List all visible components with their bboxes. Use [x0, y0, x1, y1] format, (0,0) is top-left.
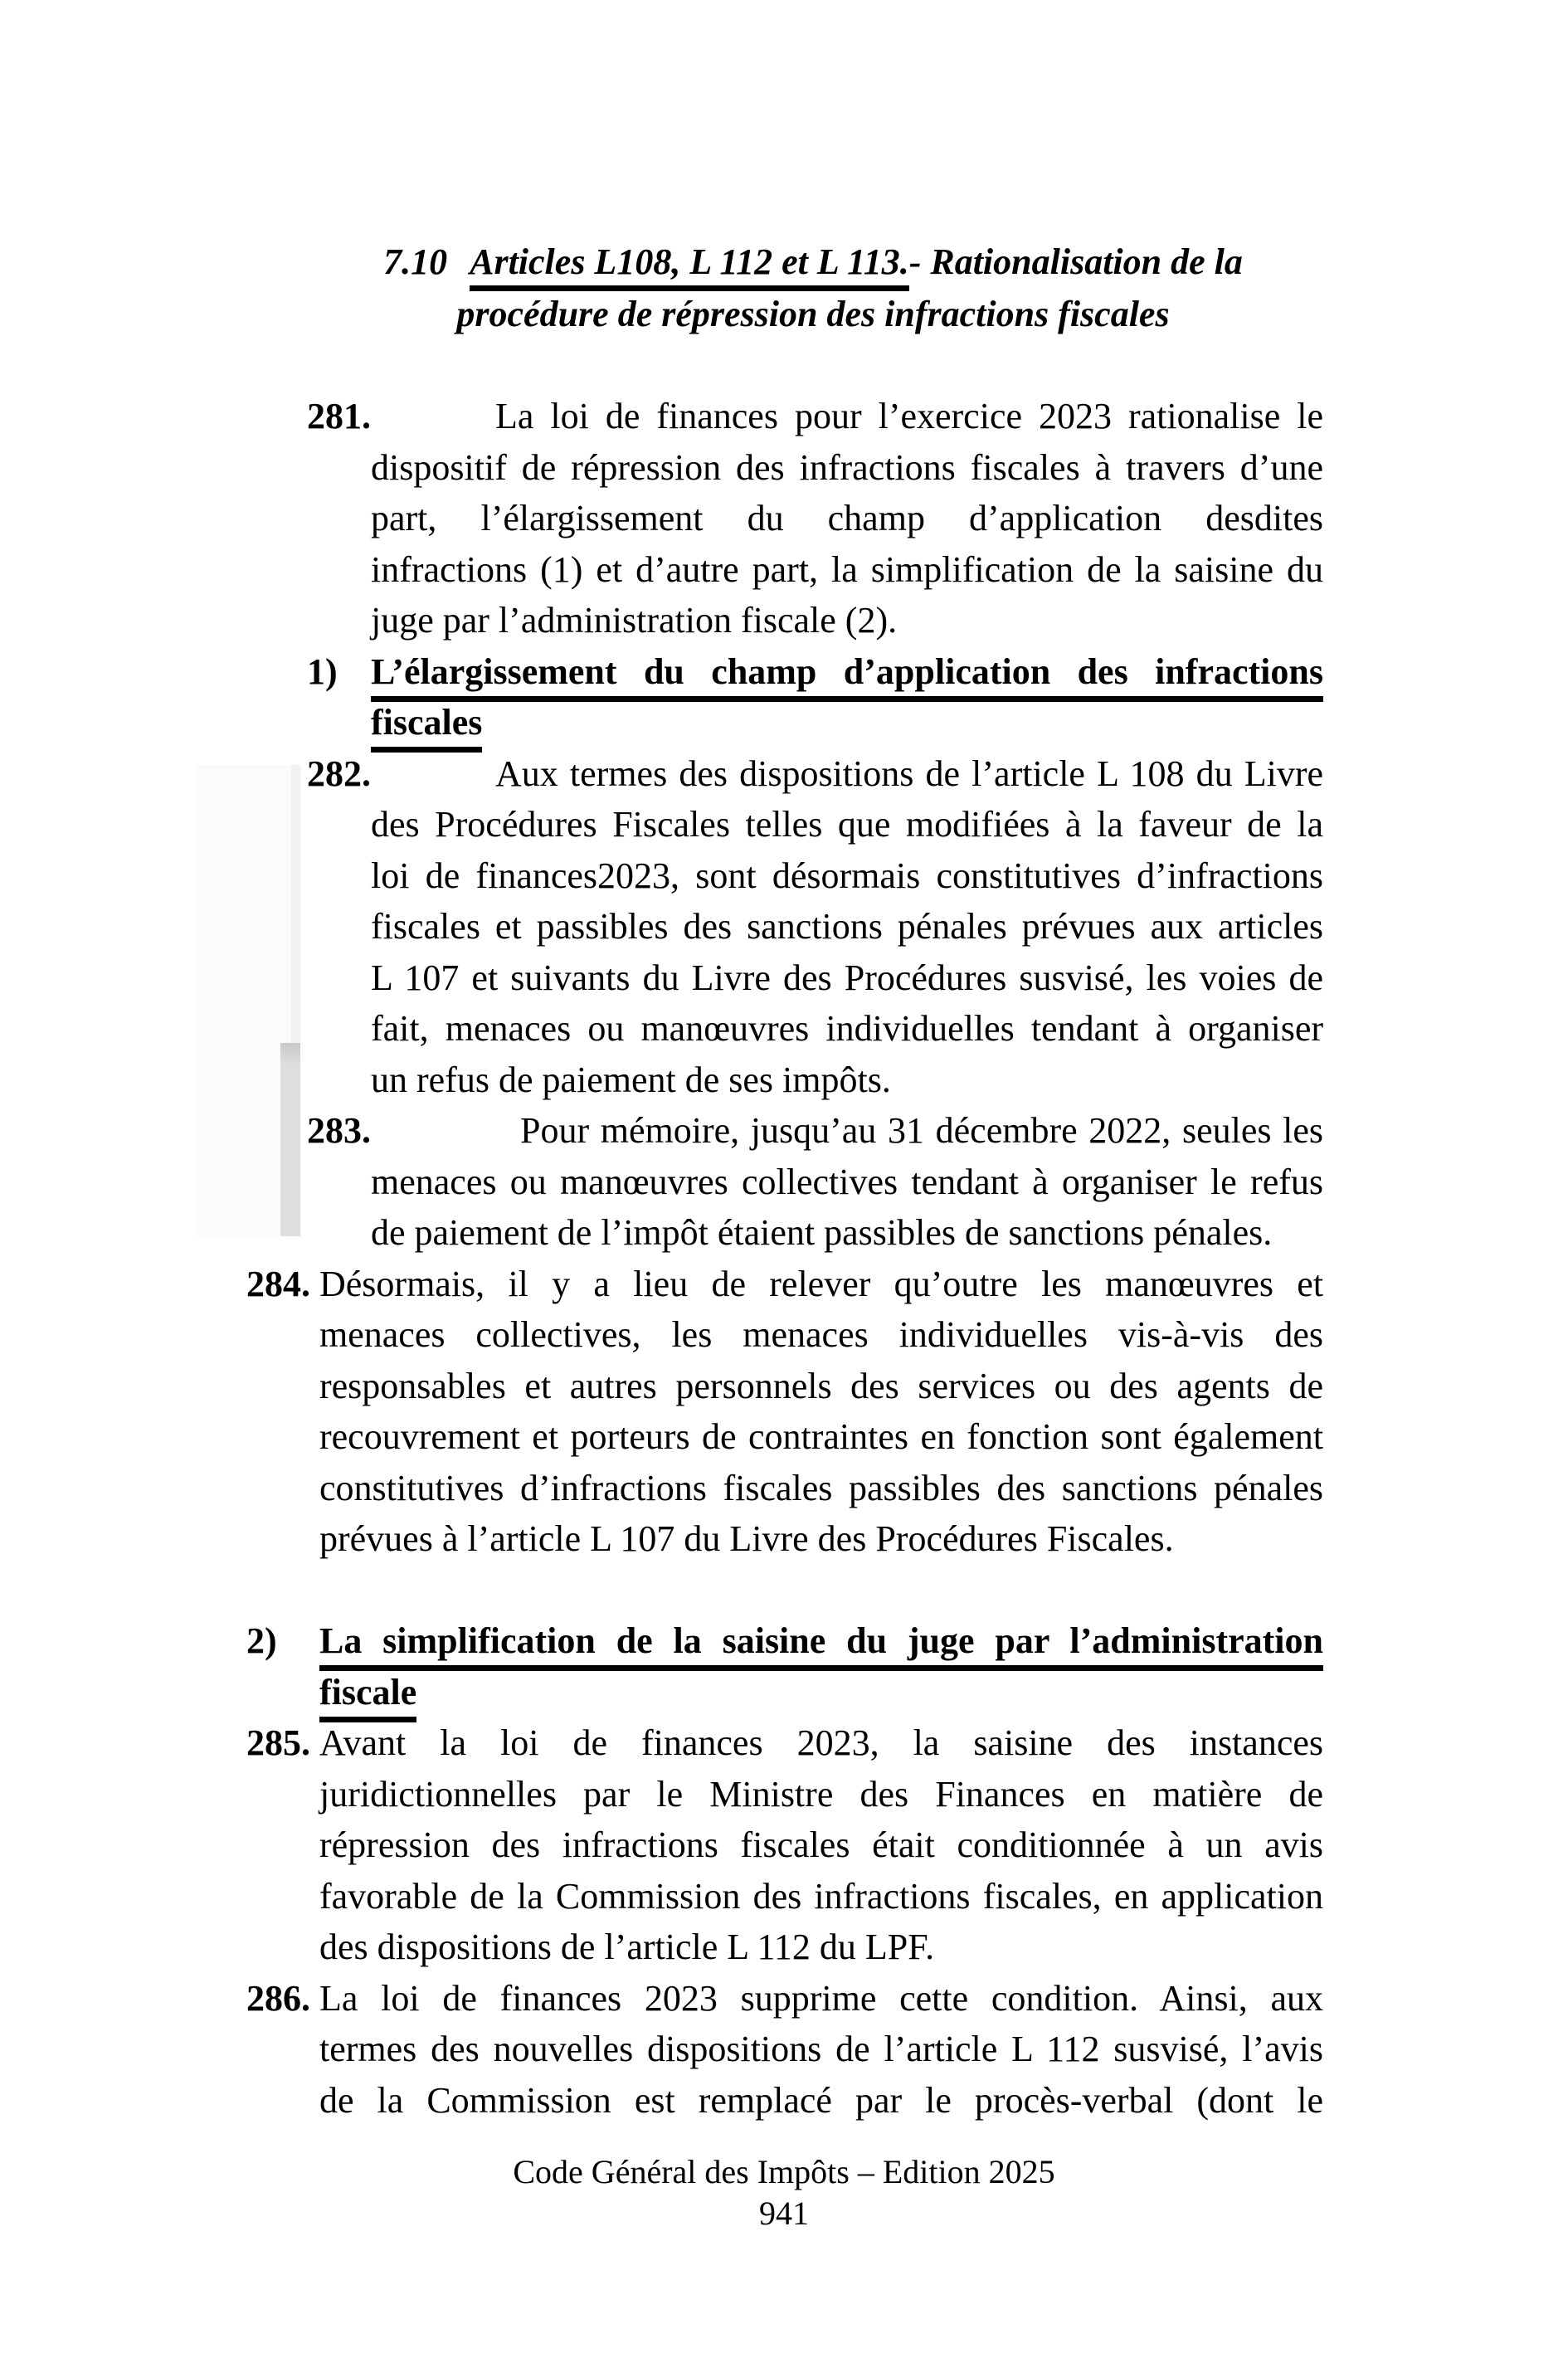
text-line: juge par l’administration fiscale (2).: [371, 600, 898, 641]
text-line: menaces ou manœuvres collectives tendant à organiser le refus: [371, 1161, 1323, 1202]
section-title-line2: procédure de répression des infractions fiscales: [456, 294, 1170, 334]
section-number: 7.10: [383, 241, 448, 282]
footer-page-number: 941: [759, 2195, 809, 2232]
paragraph-number: 284.: [246, 1263, 310, 1304]
text-line: part, l’élargissement du champ d’application desdites: [371, 498, 1323, 538]
paragraph-number: 285.: [246, 1722, 310, 1763]
heading-line: [319, 1615, 1323, 1667]
page-body: [0, 391, 1568, 2126]
text-line: de la Commission est remplacé par le procès-verbal (dont le: [319, 2079, 1323, 2121]
text-line: Désormais, il y a lieu de relever qu’outre les manœuvres et: [319, 1263, 1323, 1304]
text-line: prévues à l’article L 107 du Livre des Procédures Fiscales.: [319, 1518, 1174, 1559]
heading-line: [319, 1667, 1323, 1718]
text-line: recouvrement et porteurs de contraintes en fonction sont également: [319, 1416, 1323, 1457]
text-line: menaces collectives, les menaces individuelles vis-à-vis des: [319, 1314, 1323, 1355]
text-line: répression des infractions fiscales était conditionnée à un avis: [319, 1824, 1323, 1865]
text-line: Pour mémoire, jusqu’au 31 décembre 2022, seules les: [520, 1110, 1323, 1151]
heading-2: [246, 1615, 1323, 1717]
heading-underlined-text: La simplification de la saisine du juge par l’administration: [319, 1620, 1323, 1671]
text-line: loi de finances2023, sont désormais constitutives d’infractions: [371, 855, 1323, 896]
text-line: La loi de finances pour l’exercice 2023 rationalise le: [495, 396, 1323, 436]
text-line: juridictionnelles par le Ministre des Finances en matière de: [319, 1773, 1323, 1815]
page-footer: [0, 2151, 1568, 2234]
heading-underlined-text: L’élargissement du champ d’application des infractions: [371, 651, 1323, 702]
text-line: favorable de la Commission des infractions fiscales, en application: [319, 1875, 1323, 1917]
heading-line: [371, 697, 1323, 748]
paragraph-number: 281.: [307, 396, 371, 436]
paragraph-285: [246, 1717, 1323, 1973]
paragraph-number: 283.: [307, 1110, 371, 1151]
text-line: Avant la loi de finances 2023, la saisine des instances: [319, 1722, 1323, 1763]
text-line: termes des nouvelles dispositions de l’article L 112 susvisé, l’avis: [319, 2029, 1323, 2069]
text-line: un refus de paiement de ses impôts.: [371, 1059, 891, 1100]
section-title-rest: - Rationalisation de la: [908, 241, 1243, 282]
text-line: fiscales et passibles des sanctions pénales prévues aux articles: [371, 906, 1323, 947]
heading-underlined-text: fiscales: [371, 702, 482, 753]
heading-line: [371, 646, 1323, 698]
text-line: infractions (1) et d’autre part, la simplification de la saisine du: [371, 548, 1323, 590]
paragraph-283: [307, 1105, 1323, 1259]
text-line: Aux termes des dispositions de l’article L 108 du Livre: [495, 753, 1323, 794]
text-line: La loi de finances 2023 supprime cette condition. Ainsi, aux: [319, 1977, 1323, 2019]
heading-number: 1): [307, 650, 338, 692]
text-line: L 107 et suivants du Livre des Procédures susvisé, les voies de: [371, 957, 1323, 998]
text-line: des dispositions de l’article L 112 du LPF.: [319, 1927, 935, 1967]
text-line: des Procédures Fiscales telles que modifiées à la faveur de la: [371, 804, 1323, 845]
heading-number: 2): [246, 1620, 277, 1661]
heading-underlined-text: fiscale: [319, 1672, 416, 1722]
heading-1: [307, 646, 1323, 748]
paragraph-282: [307, 748, 1323, 1106]
section-title-line1: [303, 236, 1323, 288]
text-line: responsables et autres personnels des services ou des agents de: [319, 1365, 1323, 1406]
section-title: [303, 236, 1323, 340]
paragraph-281: [307, 391, 1323, 646]
paragraph-284: [246, 1259, 1323, 1565]
paragraph-number: 282.: [307, 753, 371, 794]
text-line: dispositif de répression des infractions fiscales à travers d’une: [371, 446, 1323, 488]
section-title-underlined: Articles L108, L 112 et L 113.: [470, 241, 909, 291]
footer-book-title: Code Général des Impôts – Edition 2025: [513, 2153, 1055, 2190]
text-line: fait, menaces ou manœuvres individuelles tendant à organiser: [371, 1008, 1323, 1049]
text-line: de paiement de l’impôt étaient passibles de sanctions pénales.: [371, 1212, 1273, 1253]
paragraph-286: [246, 1973, 1323, 2126]
text-line: constitutives d’infractions fiscales passibles des sanctions pénales: [319, 1467, 1323, 1508]
paragraph-number: 286.: [246, 1977, 310, 2019]
